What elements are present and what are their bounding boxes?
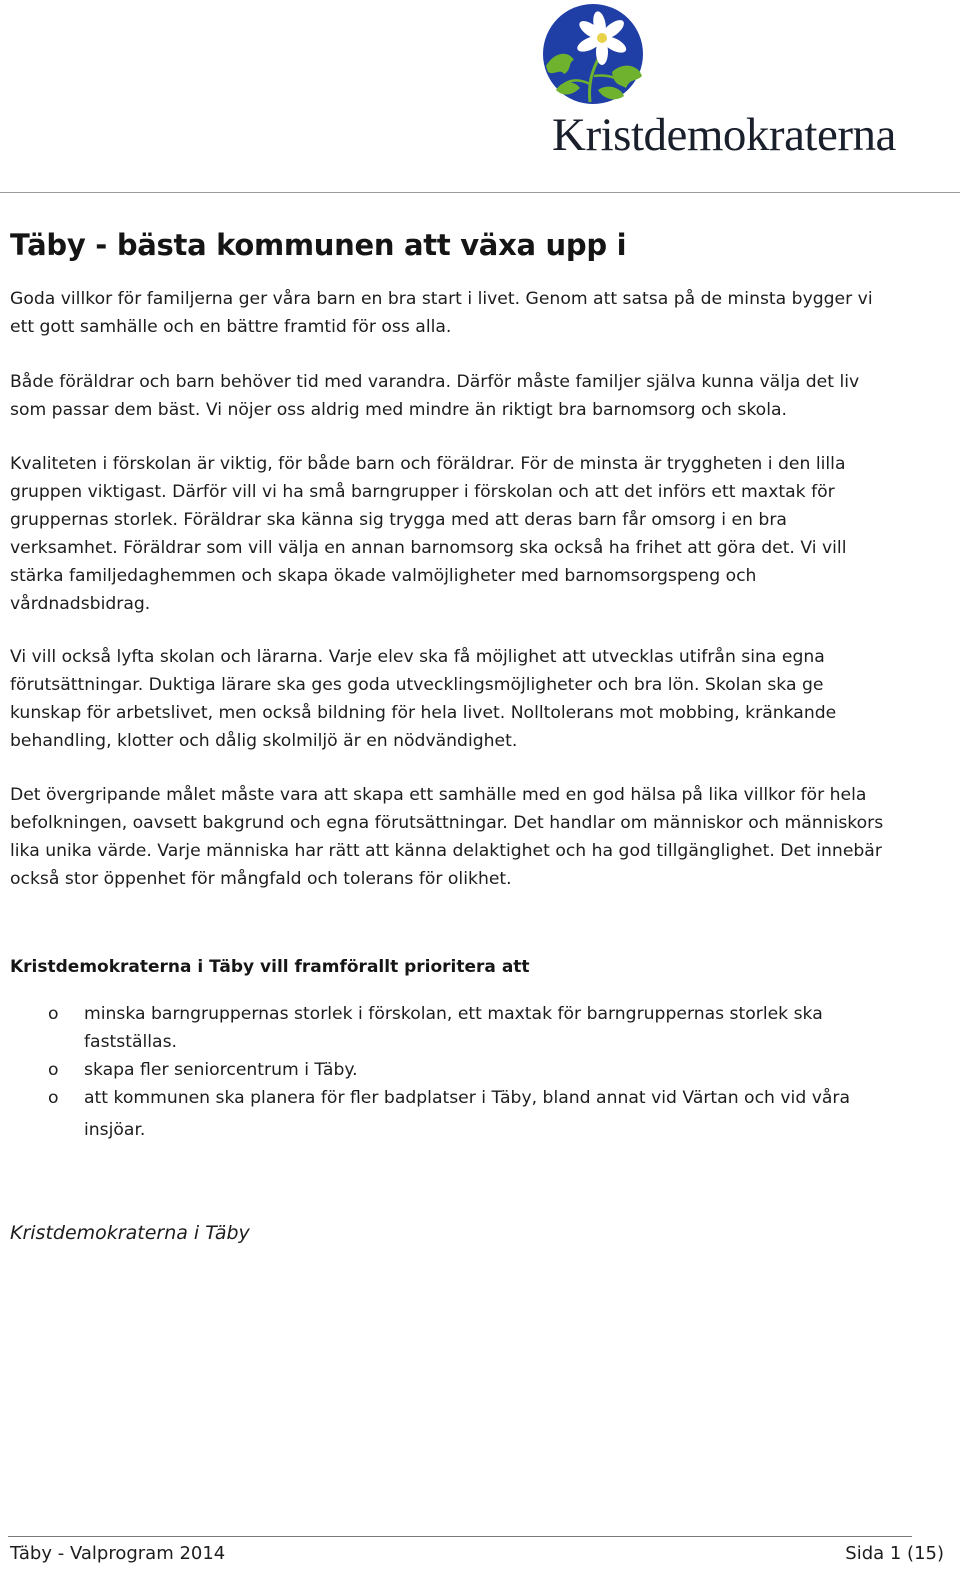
text-line: fastställas. [84,1032,178,1052]
anemone-flower-logo-icon [538,4,648,108]
brand-name: Kristdemokraterna [552,109,896,161]
text-line: behandling, klotter och dålig skolmiljö är en nödvändighet. [10,731,518,751]
bullet-marker: o [48,1060,59,1080]
text-line: gruppernas storlek. Föräldrar ska känna sig trygga med att deras barn får omsorg i en bra [10,510,787,530]
list-item [0,1084,960,1144]
text-line: också stor öppenhet för mångfald och tolerans för olikhet. [10,869,512,889]
text-line: Vi vill också lyfta skolan och lärarna. Varje elev ska få möjlighet att utvecklas utifrån sina egna [10,647,825,667]
text-line: förutsättningar. Duktiga lärare ska ges goda utvecklingsmöjligheter och bra lön. Skolan ska ge [10,675,824,695]
priorities-heading: Kristdemokraterna i Täby vill framförallt prioritera att [10,957,530,977]
text-line: kunskap för arbetslivet, men också bildning för hela livet. Nolltolerans mot mobbing, kränkande [10,703,837,723]
bullet-marker: o [48,1088,59,1108]
text-line: lika unika värde. Varje människa har rätt att känna delaktighet och ha god tillgänglighet. Det innebär [10,841,882,861]
list-item [0,1000,960,1056]
text-line: gruppen viktigast. Därför vill vi ha små barngrupper i förskolan och att det införs ett maxtak för [10,482,835,502]
text-line: ett gott samhälle och en bättre framtid för oss alla. [10,317,452,337]
logo-flower-center [597,33,607,43]
text-line: Det övergripande målet måste vara att skapa ett samhälle med en god hälsa på lika villkor för hela [10,785,867,805]
footer-divider [8,1536,912,1537]
priorities-list [0,1000,960,1144]
text-line: Goda villkor för familjerna ger våra barn en bra start i livet. Genom att satsa på de minsta bygger vi [10,289,873,309]
text-line: skapa fler seniorcentrum i Täby. [84,1060,358,1080]
bullet-marker: o [48,1004,59,1024]
paragraph-school [10,643,950,755]
paragraph-preschool [10,450,950,618]
text-line: som passar dem bäst. Vi nöjer oss aldrig med mindre än riktigt bra barnomsorg och skola. [10,400,787,420]
signature: Kristdemokraterna i Täby [10,1222,250,1244]
footer-page-number: Sida 1 (15) [845,1543,944,1564]
header-divider [0,192,960,193]
text-line: verksamhet. Föräldrar som vill välja en annan barnomsorg ska också ha frihet att göra det. Vi vill [10,538,847,558]
page-title: Täby - bästa kommunen att växa upp i [10,228,627,262]
text-line: Kvaliteten i förskolan är viktig, för både barn och föräldrar. För de minsta är tryggheten i den lilla [10,454,846,474]
paragraph-intro [10,285,950,341]
text-line: vårdnadsbidrag. [10,594,151,614]
page-header [0,0,960,193]
text-line: minska barngruppernas storlek i förskolan, ett maxtak för barngruppernas storlek ska [84,1004,823,1024]
text-line: stärka familjedaghemmen och skapa ökade valmöjligheter med barnomsorgspeng och [10,566,757,586]
text-line: befolkningen, oavsett bakgrund och egna förutsättningar. Det handlar om människor och människors [10,813,884,833]
paragraph-health [10,781,950,893]
footer-document-title: Täby - Valprogram 2014 [10,1543,226,1564]
text-line: att kommunen ska planera för fler badplatser i Täby, bland annat vid Värtan och vid våra [84,1088,850,1108]
paragraph-family-time [10,368,950,424]
list-item [0,1056,960,1084]
text-line: Både föräldrar och barn behöver tid med varandra. Därför måste familjer själva kunna välja det liv [10,372,860,392]
text-line: insjöar. [84,1120,146,1140]
